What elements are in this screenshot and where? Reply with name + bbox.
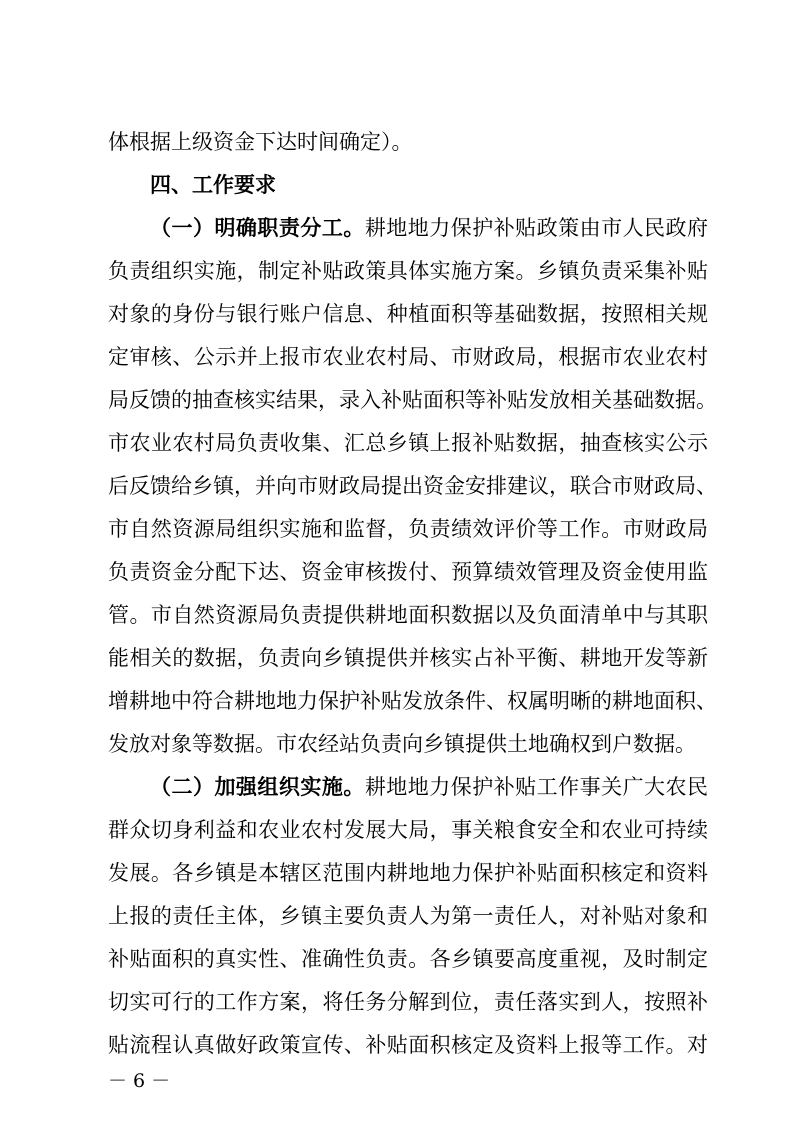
paragraph-line: 上报的责任主体，乡镇主要负责人为第一责任人，对补贴对象和 xyxy=(108,904,708,928)
paragraph-line: 负责资金分配下达、资金审核拨付、预算绩效管理及资金使用监 xyxy=(108,560,708,584)
paragraph-line: 定审核、公示并上报市农业农村局、市财政局，根据市农业农村 xyxy=(108,345,708,369)
paragraph-line: 切实可行的工作方案，将任务分解到位，责任落实到人，按照补 xyxy=(108,990,708,1014)
section-heading: 四、工作要求 xyxy=(150,172,276,197)
paragraph-text: 耕地地力保护补贴政策由市人民政府 xyxy=(364,216,709,240)
paragraph-line xyxy=(150,208,708,248)
paragraph-line: 市自然资源局组织实施和监督，负责绩效评价等工作。市财政局 xyxy=(108,517,708,541)
paragraph-line: 后反馈给乡镇，并向市财政局提出资金安排建议，联合市财政局、 xyxy=(108,474,717,498)
paragraph-text: 耕地地力保护补贴工作事关广大农民 xyxy=(364,775,709,799)
paragraph-line: 体根据上级资金下达时间确定）。 xyxy=(108,130,413,154)
paragraph-line: 负责组织实施，制定补贴政策具体实施方案。乡镇负责采集补贴 xyxy=(108,259,708,283)
subsection-heading: （二）加强组织实施。 xyxy=(150,774,365,799)
paragraph-line: 群众切身利益和农业农村发展大局，事关粮食安全和农业可持续 xyxy=(108,818,708,842)
paragraph-line: 发展。各乡镇是本辖区范围内耕地地力保护补贴面积核定和资料 xyxy=(108,861,708,885)
paragraph-line: 贴流程认真做好政策宣传、补贴面积核定及资料上报等工作。对 xyxy=(108,1033,708,1057)
page-number: － 6 － xyxy=(108,1070,171,1092)
paragraph-line: 局反馈的抽查核实结果，录入补贴面积等补贴发放相关基础数据。 xyxy=(108,388,717,412)
paragraph-line: 市农业农村局负责收集、汇总乡镇上报补贴数据，抽查核实公示 xyxy=(108,431,708,455)
paragraph-line: 能相关的数据，负责向乡镇提供并核实占补平衡、耕地开发等新 xyxy=(108,646,708,670)
paragraph-line: 对象的身份与银行账户信息、种植面积等基础数据，按照相关规 xyxy=(108,302,708,326)
paragraph-line: 发放对象等数据。市农经站负责向乡镇提供土地确权到户数据。 xyxy=(108,732,696,756)
paragraph-line: 管。市自然资源局负责提供耕地面积数据以及负面清单中与其职 xyxy=(108,603,708,627)
paragraph-line: 补贴面积的真实性、准确性负责。各乡镇要高度重视，及时制定 xyxy=(108,947,708,971)
paragraph-line: 增耕地中符合耕地地力保护补贴发放条件、权属明晰的耕地面积、 xyxy=(108,689,717,713)
subsection-heading: （一）明确职责分工。 xyxy=(150,215,365,240)
paragraph-line xyxy=(150,767,708,807)
